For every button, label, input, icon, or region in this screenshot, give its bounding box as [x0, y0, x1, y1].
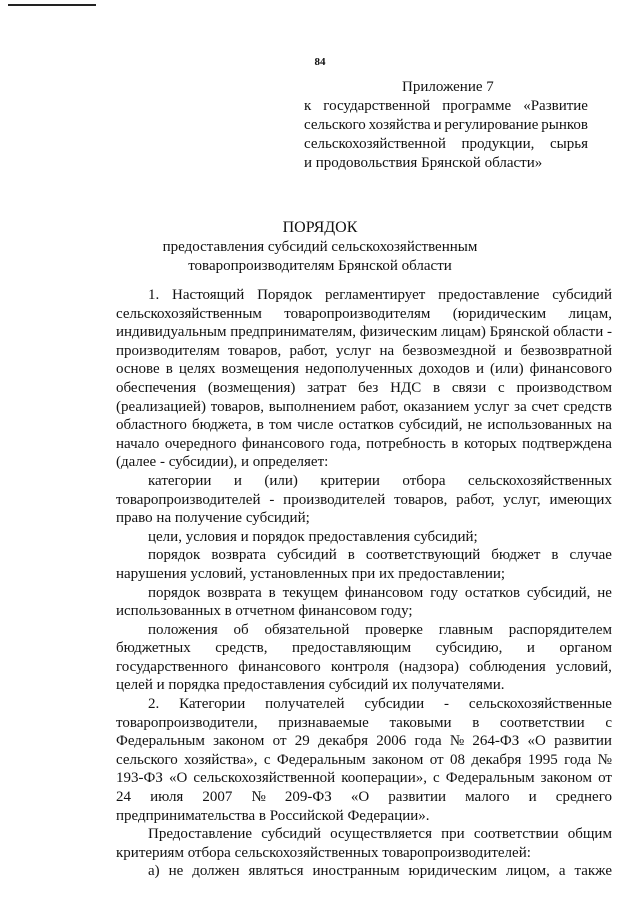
word: производителей [283, 491, 386, 508]
word: на [597, 417, 612, 434]
word: с [433, 770, 440, 787]
text-line [116, 844, 612, 863]
appendix-title: Приложение 7 [402, 79, 494, 95]
word: 2007 [202, 789, 233, 806]
word: субсидий [552, 287, 612, 303]
word: услуг [335, 342, 372, 359]
word: в [256, 417, 264, 434]
word: с [498, 379, 505, 396]
word: (реализацией) [116, 398, 206, 415]
word: субсидий, [526, 584, 591, 601]
word: Категории [179, 696, 246, 713]
appendix-line [304, 135, 588, 154]
text-line [116, 584, 612, 603]
word: порядок [148, 547, 201, 564]
word: июля [150, 789, 184, 806]
word: 2. [148, 696, 160, 713]
text-line [116, 379, 612, 398]
word: главным [438, 621, 493, 638]
word: в [165, 361, 173, 378]
word: работ, [360, 398, 399, 415]
word: Брянской [489, 324, 550, 341]
word: критерии [320, 472, 380, 489]
word: субсидий, [398, 417, 463, 434]
word: очередного [164, 435, 237, 452]
word: 08 [449, 751, 465, 768]
word: регулирование [444, 117, 539, 133]
word: физическим [359, 324, 438, 341]
word: товаров, [228, 342, 282, 359]
word: осуществляется [330, 826, 432, 843]
text-line [116, 602, 612, 621]
document-heading [0, 218, 640, 276]
word: числе [297, 417, 334, 434]
word: критериям отбора сельскохозяйственных товаропроизводителей: [116, 844, 531, 861]
word: «О [350, 789, 370, 806]
word: Настоящий [172, 287, 245, 303]
word: основе [116, 361, 160, 378]
text-line [116, 509, 612, 528]
word: нарушения условий, установленных при их предоставлении; [116, 565, 506, 582]
word: отбора [402, 472, 446, 489]
word: остатков [338, 417, 394, 434]
word: доходов [418, 361, 470, 378]
word: в [551, 547, 559, 564]
word: за [514, 398, 527, 415]
word: 1995 [527, 751, 558, 768]
text-line [116, 416, 612, 435]
word: недополученных [305, 361, 413, 378]
word: с [263, 751, 271, 768]
text-line [116, 695, 612, 714]
appendix-line [304, 154, 588, 173]
text-line [116, 528, 612, 547]
word: - [269, 491, 275, 508]
word: с [605, 714, 612, 731]
text-line [116, 546, 612, 565]
word: 2006 [376, 733, 407, 750]
appendix-line [304, 116, 588, 135]
word: Порядок [257, 287, 313, 303]
text-line [116, 305, 612, 324]
word: лицом, [505, 863, 550, 880]
word: проверке [365, 621, 423, 638]
word: сельского [304, 117, 366, 133]
word: декабря [317, 733, 369, 750]
text-line [116, 472, 612, 491]
word: (или) [264, 472, 298, 489]
word: начало [116, 435, 160, 452]
word: соответствующий [365, 547, 481, 564]
word: сельскохозяйственной [304, 136, 446, 152]
word: услуг [474, 398, 510, 415]
word: декабря [471, 751, 522, 768]
word: финансового [242, 435, 325, 452]
word: счет [531, 398, 559, 415]
word: целей и порядка предоставления субсидий их получателями. [116, 677, 505, 694]
word: законом [372, 751, 424, 768]
word: и [475, 361, 484, 378]
text-line [116, 639, 612, 658]
word: получателей [265, 696, 345, 713]
word: субсидий [276, 547, 337, 564]
word: средств [563, 398, 612, 415]
word: индивидуальным [116, 324, 227, 341]
word: года [564, 751, 592, 768]
text-line [116, 453, 612, 472]
text-line [116, 676, 612, 695]
word: потребность [366, 435, 446, 452]
heading-title: ПОРЯДОК [282, 219, 358, 236]
word: в [347, 547, 355, 564]
word: предпринимательства в Российской Федерации». [116, 807, 430, 824]
word: в [472, 714, 480, 731]
word: связи [451, 379, 487, 396]
word: выполнением [268, 398, 356, 415]
word: малого [465, 789, 510, 806]
word: к [304, 98, 312, 114]
text-line [116, 825, 612, 844]
word: использованных в отчетном финансовом году; [116, 603, 413, 620]
word: (далее - субсидии), и определяет: [116, 454, 329, 471]
word: товаропроизводители, [116, 714, 258, 731]
word: регламентирует [325, 287, 426, 303]
appendix-block [304, 78, 588, 173]
text-line [116, 769, 612, 788]
word: товаров, [394, 491, 448, 508]
text-line [116, 751, 612, 770]
word: лицам, [568, 305, 612, 322]
appendix-lines [304, 97, 588, 173]
word: сельскохозяйственным [116, 305, 262, 322]
word: не [467, 417, 483, 434]
word: программе [442, 98, 512, 114]
text-line [116, 714, 612, 733]
word: возврата [207, 584, 262, 601]
word: не [168, 863, 184, 880]
word: производителям [116, 342, 220, 359]
word: хозяйства [368, 117, 431, 133]
word: использованных [487, 417, 593, 434]
word: безвозвратной [520, 342, 612, 359]
word: целях [178, 361, 216, 378]
word: бюджетных [116, 640, 191, 657]
word: и [526, 640, 535, 657]
word: года, [329, 435, 361, 452]
word: и [433, 117, 442, 133]
text-line [116, 565, 612, 584]
word: Предоставление [148, 826, 253, 843]
word: том [268, 417, 293, 434]
word: и [528, 789, 537, 806]
word: (возмещения) [207, 379, 296, 396]
word: (юридическим [452, 305, 547, 322]
word: государственного [116, 658, 229, 675]
word: соответствии [473, 826, 559, 843]
word: финансовом [344, 584, 424, 601]
text-line [116, 398, 612, 417]
word: продукции, [461, 136, 535, 152]
word: года [414, 733, 442, 750]
word: кооперации», [341, 770, 427, 787]
word: (или) [490, 361, 524, 378]
word: условий, [555, 658, 612, 675]
word: а) [148, 863, 160, 880]
word: субсидий [261, 826, 321, 843]
word: юридическим [408, 863, 497, 880]
word: законом [540, 770, 593, 787]
word: сельского [116, 751, 178, 768]
word: возмещения [221, 361, 300, 378]
word: сельскохозяйственных [468, 472, 612, 489]
word: должен [192, 863, 240, 880]
word: при [441, 826, 465, 843]
word: законом [213, 733, 265, 750]
word: сырья [550, 136, 588, 152]
word: производством [516, 379, 612, 396]
word: без [358, 379, 379, 396]
word: предоставляющим [292, 640, 412, 657]
word: признаваемые [278, 714, 369, 731]
word: органом [559, 640, 612, 657]
word: таковыми [389, 714, 452, 731]
word: 264-ФЗ [472, 733, 520, 750]
text-line [116, 342, 612, 361]
word: порядок [148, 584, 201, 601]
word: 29 [294, 733, 310, 750]
word: соответствии [499, 714, 585, 731]
word: остатков [464, 584, 521, 601]
word: № [251, 789, 266, 806]
word: Федеральным [276, 751, 366, 768]
word: государственной [323, 98, 431, 114]
word: затрат [307, 379, 347, 396]
word: и [504, 342, 513, 359]
word: субсидию, [435, 640, 503, 657]
word: от [598, 770, 612, 787]
text-line [116, 435, 612, 454]
word: в [432, 379, 441, 396]
word: предоставление [438, 287, 540, 303]
word: оказанием [403, 398, 470, 415]
word: также [574, 863, 612, 880]
word: имеющих [549, 491, 612, 508]
word: бюджета, [192, 417, 252, 434]
body-text [116, 286, 612, 881]
word: в [451, 435, 459, 452]
word: товаропроизводителям [284, 305, 431, 322]
word: Федеральным [445, 770, 535, 787]
text-line [116, 658, 612, 677]
word: «Развитие [523, 98, 588, 114]
word: и продовольствия Брянской области» [304, 155, 543, 171]
word: 1. [148, 287, 160, 303]
word: контроля [330, 658, 389, 675]
word: 193-ФЗ [116, 770, 163, 787]
word: области [553, 324, 604, 341]
word: № [449, 733, 465, 750]
text-line [116, 360, 612, 379]
word: финансового [238, 658, 321, 675]
word: 209-ФЗ [284, 789, 332, 806]
word: работ, [289, 342, 328, 359]
word: обеспечения [116, 379, 197, 396]
word: - [606, 324, 612, 341]
word: услуг, [503, 491, 541, 508]
text-line [116, 286, 612, 305]
word: хозяйства», [184, 751, 258, 768]
word: «О [168, 770, 188, 787]
word: бюджет [491, 547, 541, 564]
word: сельскохозяйственные [468, 696, 612, 713]
heading-line-2: товаропроизводителям Брянской области [188, 258, 452, 274]
word: 24 [116, 789, 131, 806]
word: об [233, 621, 249, 638]
word: право на получение субсидий; [116, 510, 310, 527]
text-line [116, 323, 612, 342]
word: среднего [555, 789, 612, 806]
word: (надзора) [399, 658, 459, 675]
text-line [116, 732, 612, 751]
word: от [272, 733, 287, 750]
word: рынков [541, 117, 588, 133]
word: областного [116, 417, 187, 434]
word: Федеральным [116, 733, 205, 750]
word: а [558, 863, 566, 880]
page-number: 84 [314, 56, 326, 68]
word: «О [527, 733, 546, 750]
word: развитии [388, 789, 447, 806]
text-line [116, 491, 612, 510]
word: - [444, 696, 450, 713]
word: категории [148, 472, 212, 489]
word: соблюдения [469, 658, 546, 675]
text-line [116, 621, 612, 640]
word: цели, условия и порядок предоставления субсидий; [148, 528, 478, 545]
word: положения [148, 621, 218, 638]
word: товаров, [210, 398, 264, 415]
word: работ, [456, 491, 495, 508]
text-line [116, 788, 612, 807]
word: развитии [554, 733, 612, 750]
word: текущем [282, 584, 339, 601]
word: подтверждена [522, 435, 612, 452]
word: году [430, 584, 459, 601]
word: финансового [529, 361, 612, 378]
top-rule [8, 4, 96, 6]
text-line [116, 862, 612, 881]
word: распорядителем [508, 621, 612, 638]
word: в [268, 584, 276, 601]
word: от [429, 751, 444, 768]
text-line [116, 807, 612, 826]
word: сельскохозяйственной [193, 770, 336, 787]
word: субсидии [364, 696, 425, 713]
word: случае [569, 547, 612, 564]
word: товаропроизводителей [116, 491, 261, 508]
word: на [379, 342, 395, 359]
word: и [233, 472, 242, 489]
word: возврата [211, 547, 266, 564]
word: которых [463, 435, 517, 452]
word: общим [567, 826, 612, 843]
word: № [597, 751, 612, 768]
word: безвозмездной [402, 342, 496, 359]
word: не [597, 584, 612, 601]
word: иностранным [312, 863, 400, 880]
word: лицам) [441, 324, 486, 341]
word: предпринимателям, [230, 324, 356, 341]
word: обязательной [264, 621, 350, 638]
heading-line-1: предоставления субсидий сельскохозяйственным [162, 239, 478, 255]
appendix-line [304, 97, 588, 116]
word: средств, [215, 640, 268, 657]
word: НДС [390, 379, 422, 396]
word: являться [248, 863, 304, 880]
